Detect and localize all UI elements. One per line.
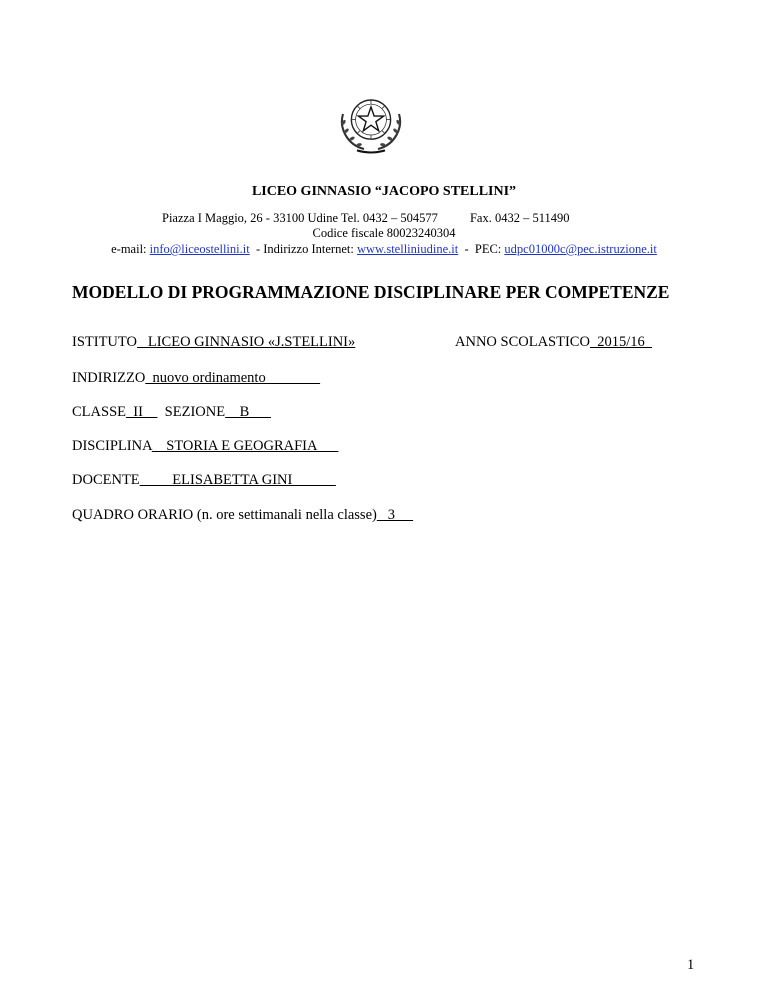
disciplina-field (72, 438, 338, 455)
internet-label: - Indirizzo Internet: (249, 242, 357, 256)
anno-scolastico-field (455, 334, 652, 351)
docente-value: ELISABETTA GINI (139, 472, 336, 488)
indirizzo-value: nuovo ordinamento (145, 370, 321, 386)
sezione-value: B (225, 404, 272, 420)
fax-number: Fax. 0432 – 511490 (469, 211, 570, 225)
classe-value: II (126, 404, 158, 420)
quadro-orario-field (72, 507, 413, 524)
document-title: MODELLO DI PROGRAMMAZIONE DISCIPLINARE PER COMPETENZE (72, 282, 670, 302)
email-label: e-mail: (111, 242, 150, 256)
pec-link[interactable]: udpc01000c@pec.istruzione.it (504, 242, 657, 256)
contact-line (0, 242, 768, 257)
disciplina-label: DISCIPLINA (72, 438, 152, 454)
docente-field (72, 472, 336, 489)
school-address: Piazza I Maggio, 26 - 33100 Udine Tel. 0432 – 504577 (162, 211, 438, 225)
istituto-field (72, 334, 355, 351)
istituto-value: LICEO GINNASIO «J.STELLINI» (136, 334, 356, 350)
indirizzo-field (72, 370, 320, 387)
docente-label: DOCENTE (72, 472, 140, 488)
anno-value: 2015/16 (589, 334, 652, 350)
anno-label: ANNO SCOLASTICO (455, 334, 590, 350)
address-line (162, 211, 569, 226)
classe-sezione-field (72, 404, 271, 421)
page-number: 1 (687, 957, 695, 973)
sezione-label: SEZIONE (157, 404, 226, 420)
pec-label: - PEC: (458, 242, 505, 256)
quadro-value: 3 (376, 507, 414, 523)
tax-code: Codice fiscale 80023240304 (312, 226, 456, 240)
italian-republic-emblem-icon (336, 86, 406, 156)
istituto-label: ISTITUTO (72, 334, 137, 350)
classe-label: CLASSE (72, 404, 126, 420)
email-link[interactable]: info@liceostellini.it (149, 242, 250, 256)
school-name: LICEO GINNASIO “JACOPO STELLINI” (251, 184, 517, 199)
indirizzo-label: INDIRIZZO (72, 370, 146, 386)
disciplina-value: STORIA E GEOGRAFIA (151, 438, 339, 454)
website-link[interactable]: www.stelliniudine.it (356, 242, 459, 256)
quadro-label: QUADRO ORARIO (n. ore settimanali nella classe) (72, 507, 377, 523)
